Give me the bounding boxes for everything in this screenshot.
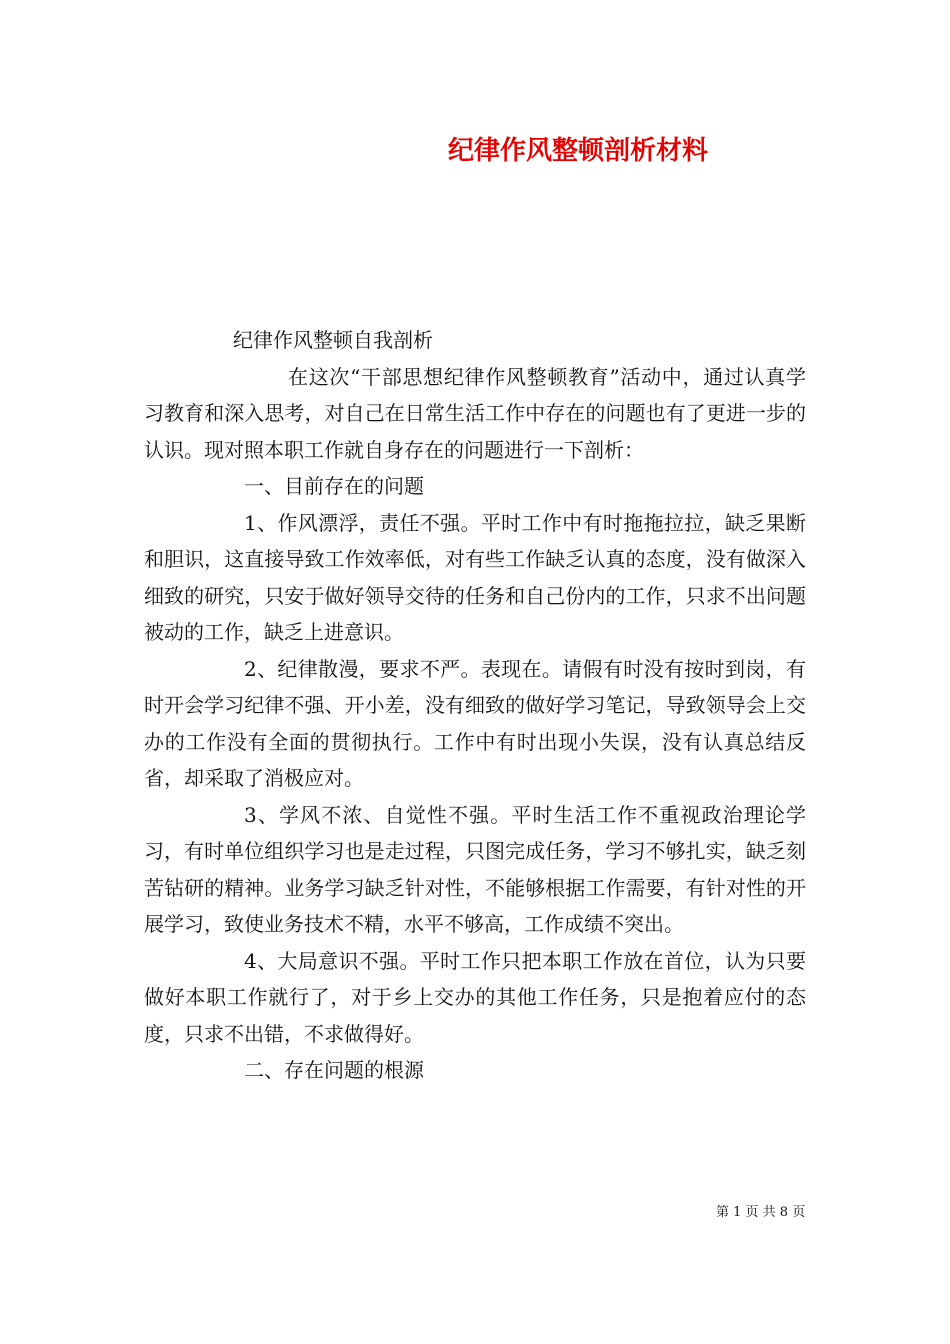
document-body [144,322,806,1089]
problem-item-4: 4、大局意识不强。平时工作只把本职工作放在首位，认为只要做好本职工作就行了，对于乡上交办的其他工作任务，只是抱着应付的态度，只求不出错，不求做得好。 [144,948,806,1046]
document-subtitle: 纪律作风整顿自我剖析 [233,328,433,352]
section-heading-1: 一、目前存在的问题 [244,474,424,498]
page-footer: 第 1 页 共 8 页 [716,1205,806,1220]
section-heading-2: 二、存在问题的根源 [244,1058,424,1082]
problem-item-1: 1、作风漂浮，责任不强。平时工作中有时拖拖拉拉，缺乏果断和胆识，这直接导致工作效率低，对有些工作缺乏认真的态度，没有做深入细致的研究，只安于做好领导交待的任务和自己份内的工作，只求不出问题被动的工作，缺乏上进意识。 [144,510,806,644]
intro-paragraph: 在这次“干部思想纪律作风整顿教育”活动中，通过认真学习教育和深入思考，对自己在日常生活工作中存在的问题也有了更进一步的认识。现对照本职工作就自身存在的问题进行一下剖析： [144,364,806,462]
problem-item-2: 2、纪律散漫，要求不严。表现在。请假有时没有按时到岗，有时开会学习纪律不强、开小差，没有细致的做好学习笔记，导致领导会上交办的工作没有全面的贯彻执行。工作中有时出现小失误，没有认真总结反省，却采取了消极应对。 [144,656,806,790]
problem-item-3: 3、学风不浓、自觉性不强。平时生活工作不重视政治理论学习，有时单位组织学习也是走过程，只图完成任务，学习不够扎实，缺乏刻苦钻研的精神。业务学习缺乏针对性，不能够根据工作需要，有针对性的开展学习，致使业务技术不精，水平不够高，工作成绩不突出。 [144,802,806,936]
document-title: 纪律作风整顿剖析材料 [448,136,709,166]
